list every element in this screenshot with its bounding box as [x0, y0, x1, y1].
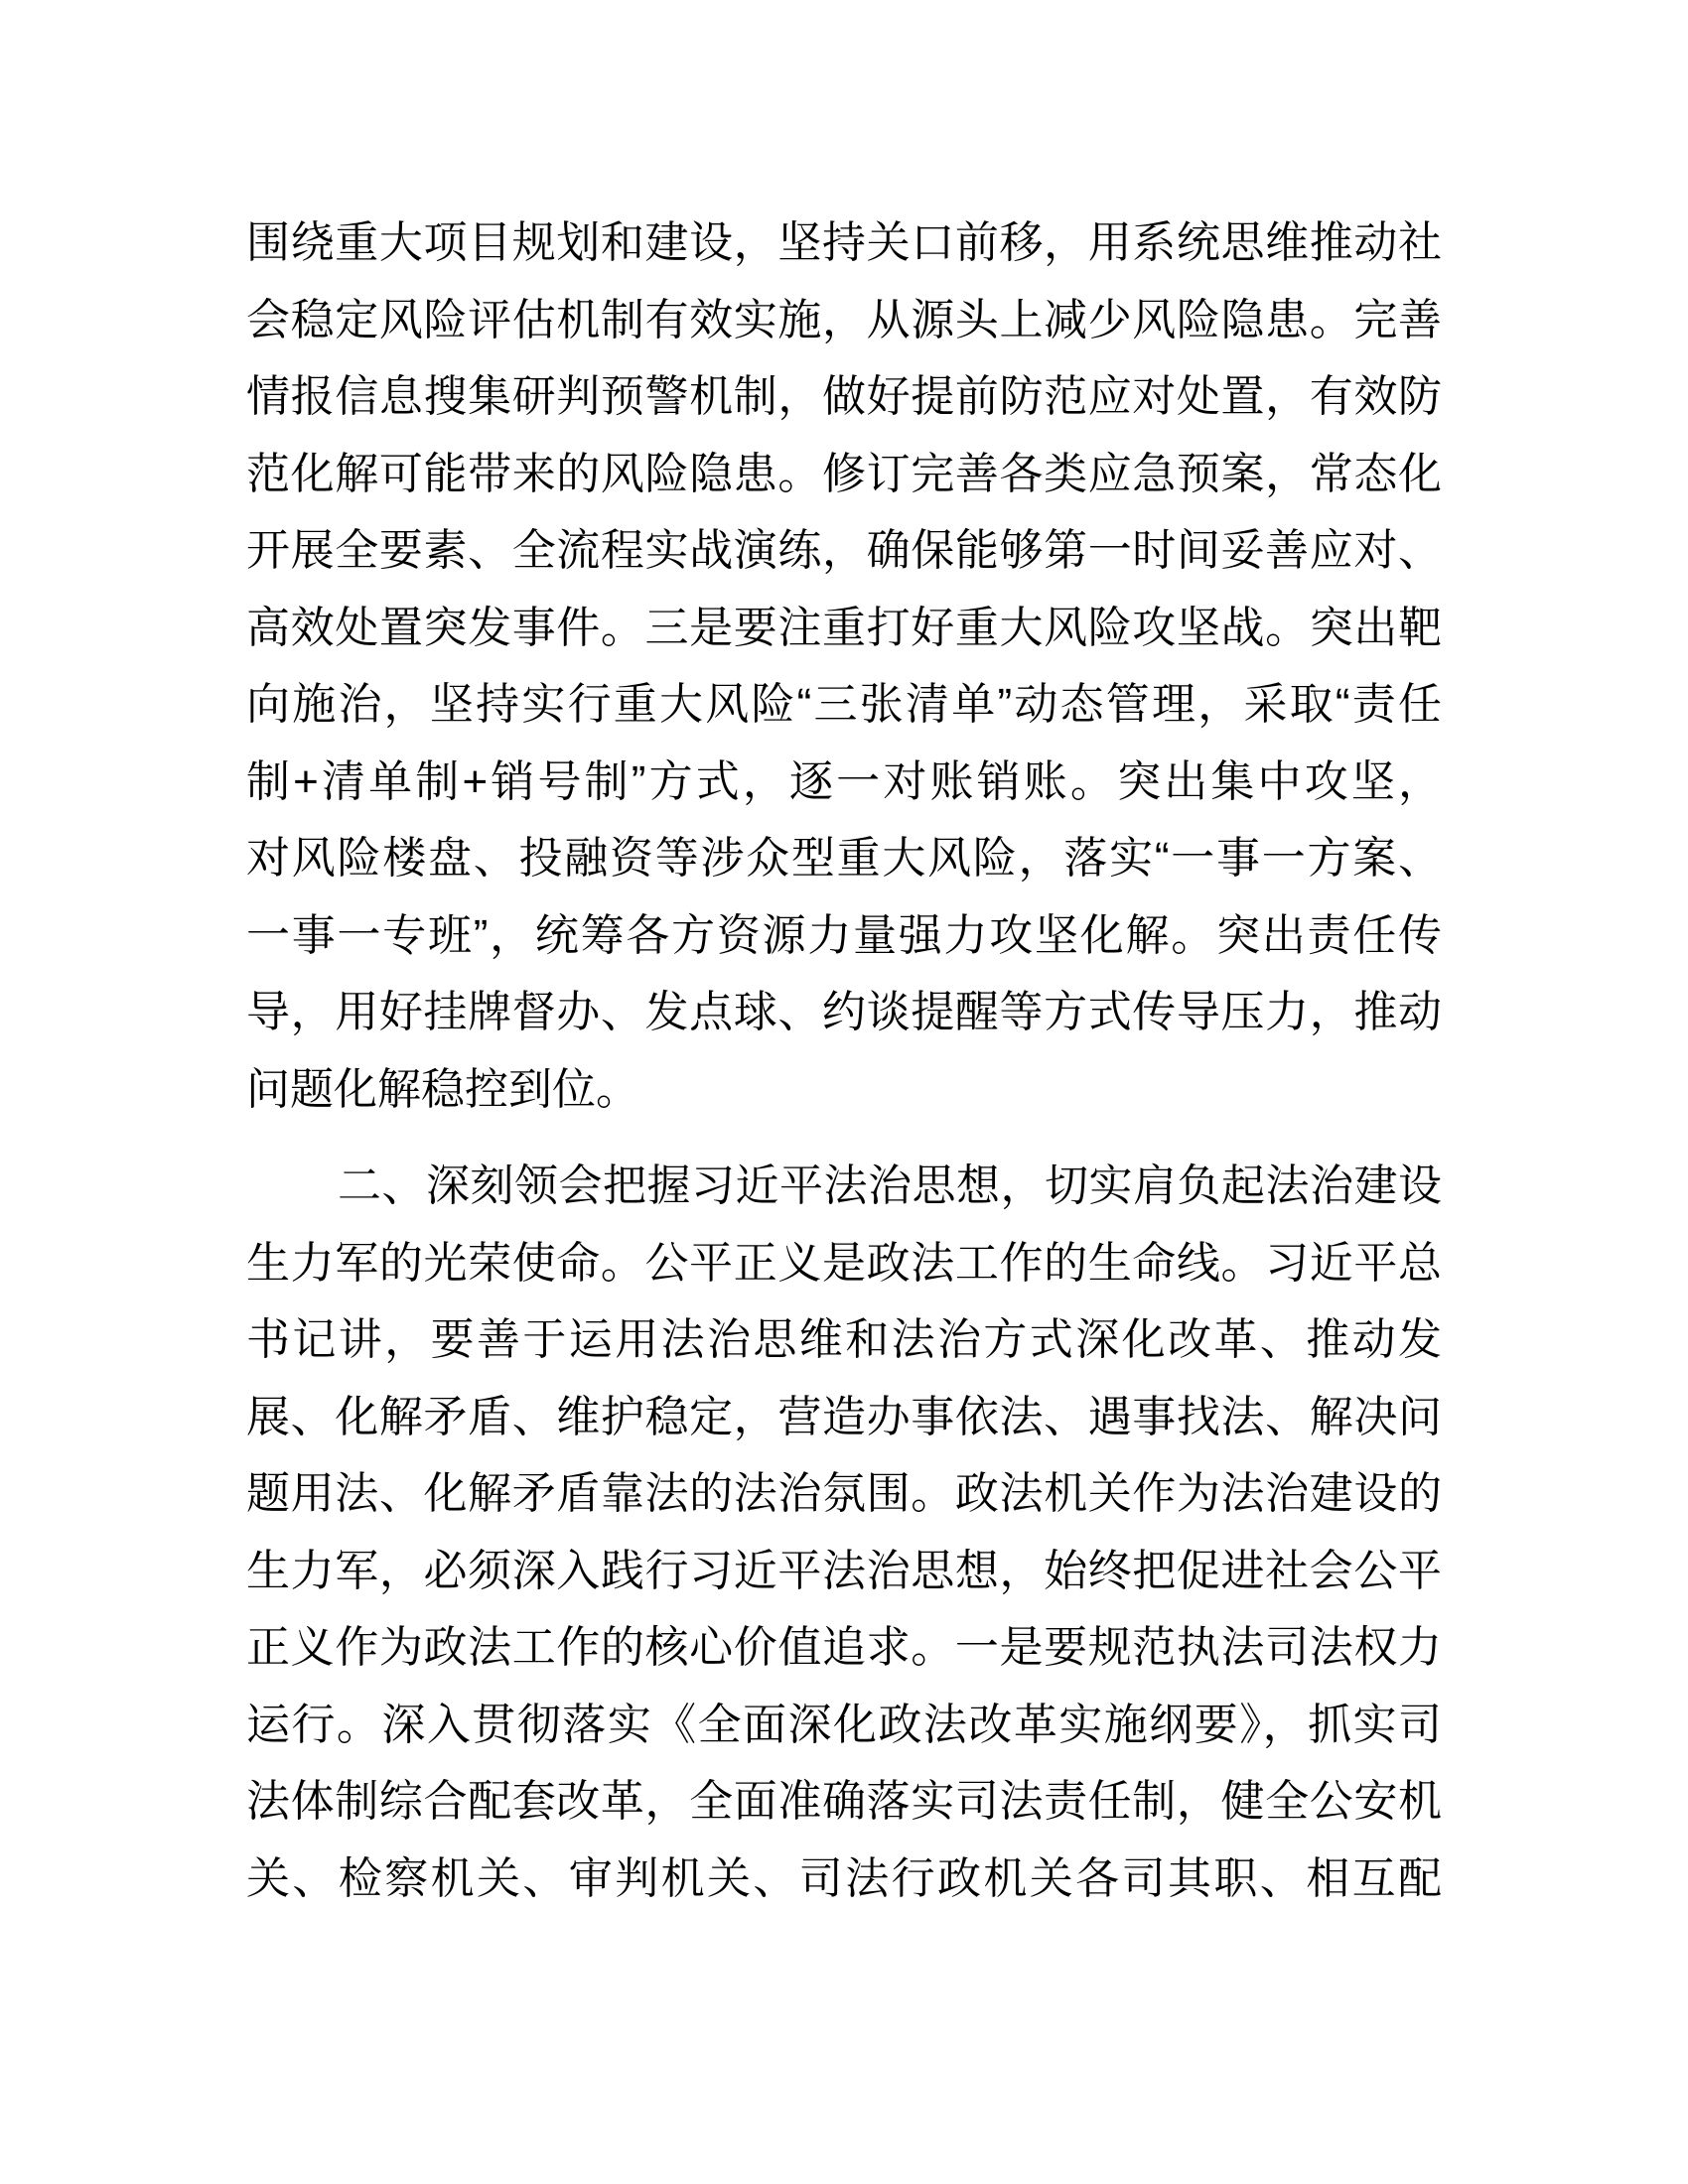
text-line: 二、深刻领会把握习近平法治思想，切实肩负起法治建设 — [338, 1161, 1442, 1210]
text-line: 法体制综合配套改革，全面准确落实司法责任制，健全公安机 — [246, 1777, 1442, 1826]
text-line: 生力军，必须深入践行习近平法治思想，始终把促进社会公平 — [246, 1546, 1442, 1595]
text-line: 展、化解矛盾、维护稳定，营造办事依法、遇事找法、解决问 — [246, 1392, 1442, 1441]
text-line: 情报信息搜集研判预警机制，做好提前防范应对处置，有效防 — [246, 372, 1442, 421]
text-line: 关、检察机关、审判机关、司法行政机关各司其职、相互配 — [246, 1853, 1442, 1903]
paragraph — [246, 205, 1442, 1128]
text-line: 向施治，坚持实行重大风险“三张清单”动态管理，采取“责任 — [246, 680, 1442, 729]
text-line: 问题化解稳控到位。 — [246, 1064, 639, 1114]
text-line: 会稳定风险评估机制有效实施，从源头上减少风险隐患。完善 — [246, 295, 1442, 344]
text-line: 对风险楼盘、投融资等涉众型重大风险，落实“一事一方案、 — [246, 834, 1442, 883]
text-line: 书记讲，要善于运用法治思维和法治方式深化改革、推动发 — [246, 1315, 1442, 1364]
text-line: 正义作为政法工作的核心价值追求。一是要规范执法司法权力 — [246, 1623, 1442, 1672]
text-line: 范化解可能带来的风险隐患。修订完善各类应急预案，常态化 — [246, 449, 1442, 498]
text-line: 题用法、化解矛盾靠法的法治氛围。政法机关作为法治建设的 — [246, 1469, 1442, 1518]
paragraph — [246, 1148, 1442, 1917]
text-line: 围绕重大项目规划和建设，坚持关口前移，用系统思维推动社 — [246, 218, 1442, 267]
text-line: 制+清单制+销号制”方式，逐一对账销账。突出集中攻坚， — [246, 756, 1442, 806]
text-line: 高效处置突发事件。三是要注重打好重大风险攻坚战。突出靶 — [246, 603, 1442, 652]
document-body — [246, 205, 1442, 1917]
text-line: 生力军的光荣使命。公平正义是政法工作的生命线。习近平总 — [246, 1238, 1442, 1288]
text-line: 运行。深入贯彻落实《全面深化政法改革实施纲要》，抓实司 — [246, 1700, 1442, 1749]
text-line: 一事一专班”，统筹各方资源力量强力攻坚化解。突出责任传 — [246, 910, 1442, 960]
text-line: 导，用好挂牌督办、发点球、约谈提醒等方式传导压力，推动 — [246, 988, 1442, 1036]
text-line: 开展全要素、全流程实战演练，确保能够第一时间妥善应对、 — [246, 526, 1442, 575]
